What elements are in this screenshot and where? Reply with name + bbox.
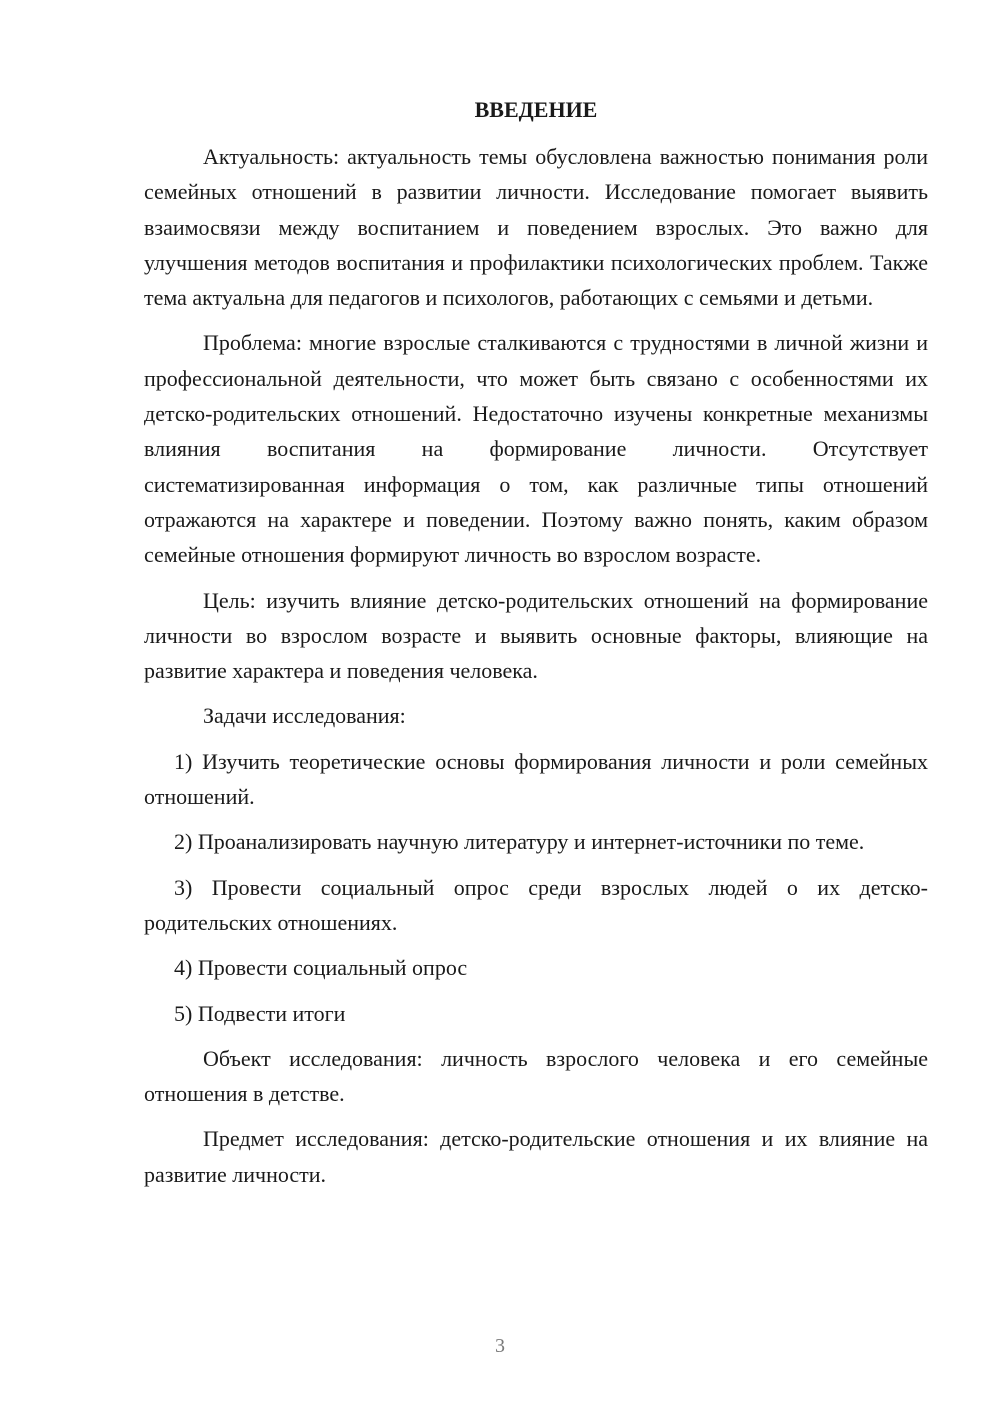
goal-paragraph: Цель: изучить влияние детско-родительских отношений на формирование личности во взрослом возрасте и выявить основные факторы, влияющие на развитие характера и поведения человека. <box>144 587 928 684</box>
task-item-5: 5) Подвести итоги <box>174 1000 346 1026</box>
page-number: 3 <box>495 1335 505 1357</box>
task-item-4: 4) Провести социальный опрос <box>174 955 468 981</box>
relevance-paragraph: Актуальность: актуальность темы обусловлена важностью понимания роли семейных отношений в развитии личности. Исследование помогает выявить взаимосвязи между воспитанием и поведением взрослых. Это важно для улучшения методов воспитания и профилактики психологических проблем. Также тема актуальна для педагогов и психологов, работающих с семьями и детьми. <box>144 144 928 311</box>
subject-paragraph: Предмет исследования: детско-родительские отношения и их влияние на развитие личности. <box>144 1126 928 1187</box>
task-item-3: 3) Провести социальный опрос среди взрослых людей о их детско-родительских отношениях. <box>144 874 928 935</box>
task-item-2: 2) Проанализировать научную литературу и интернет-источники по теме. <box>174 829 865 855</box>
task-item-1: 1) Изучить теоретические основы формирования личности и роли семейных отношений. <box>144 748 928 810</box>
document-page <box>144 94 928 1192</box>
tasks-title: Задачи исследования: <box>203 703 406 729</box>
page-title: ВВЕДЕНИЕ <box>474 97 598 122</box>
problem-paragraph: Проблема: многие взрослые сталкиваются с трудностями в личной жизни и профессиональной деятельности, что может быть связано с особенностями их детско-родительских отношений. Недостаточно изучены конкретные механизмы влияния воспитания на формирование личности. Отсутствует систематизированная информация о том, как различные типы отношений отражаются на характере и поведении. Поэтому важно понять, каким образом семейные отношения формируют личность во взрослом возрасте. <box>144 330 928 568</box>
object-paragraph: Объект исследования: личность взрослого человека и его семейные отношения в детстве. <box>144 1045 928 1107</box>
